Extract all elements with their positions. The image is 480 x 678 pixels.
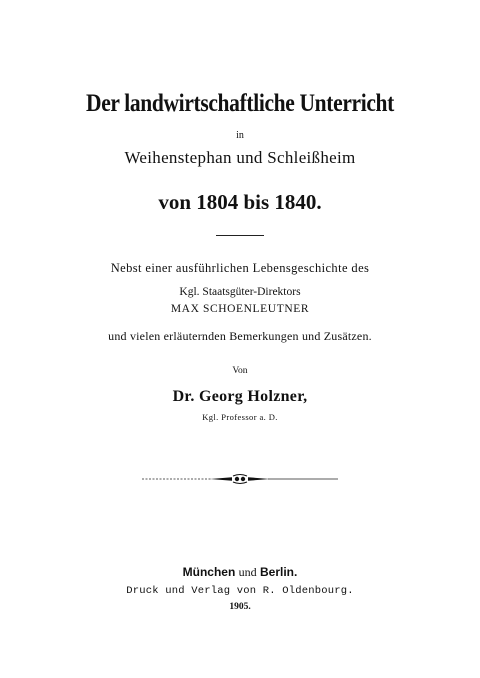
subtitle-line-1: Nebst einer ausführlichen Lebensgeschichte des	[110, 261, 370, 275]
author-name: Dr. Georg Holzner,	[172, 388, 308, 405]
imprint-cities	[0, 566, 480, 578]
imprint-city-1: München	[182, 565, 236, 579]
ornament-divider	[140, 472, 340, 486]
subtitle-line-3: MAX SCHOENLEUTNER	[170, 303, 310, 315]
imprint-city-2: Berlin.	[260, 565, 298, 579]
author-title: Kgl. Professor a. D.	[202, 412, 278, 422]
subtitle-line-2: Kgl. Staatsgüter-Direktors	[179, 286, 301, 298]
book-title: Der landwirtschaftliche Unterricht	[86, 90, 394, 117]
imprint-year: 1905.	[229, 602, 251, 612]
author-by: Von	[232, 366, 248, 376]
subtitle-line-4: und vielen erläuternden Bemerkungen und Zusätzen.	[108, 329, 372, 343]
imprint-publisher: Druck und Verlag von R. Oldenbourg.	[126, 585, 354, 597]
imprint-city-joiner: und	[238, 565, 257, 579]
title-connector: in	[236, 130, 244, 141]
title-divider	[216, 235, 264, 236]
title-places: Weihenstephan und Schleißheim	[124, 148, 356, 167]
title-years: von 1804 bis 1840.	[158, 190, 322, 214]
